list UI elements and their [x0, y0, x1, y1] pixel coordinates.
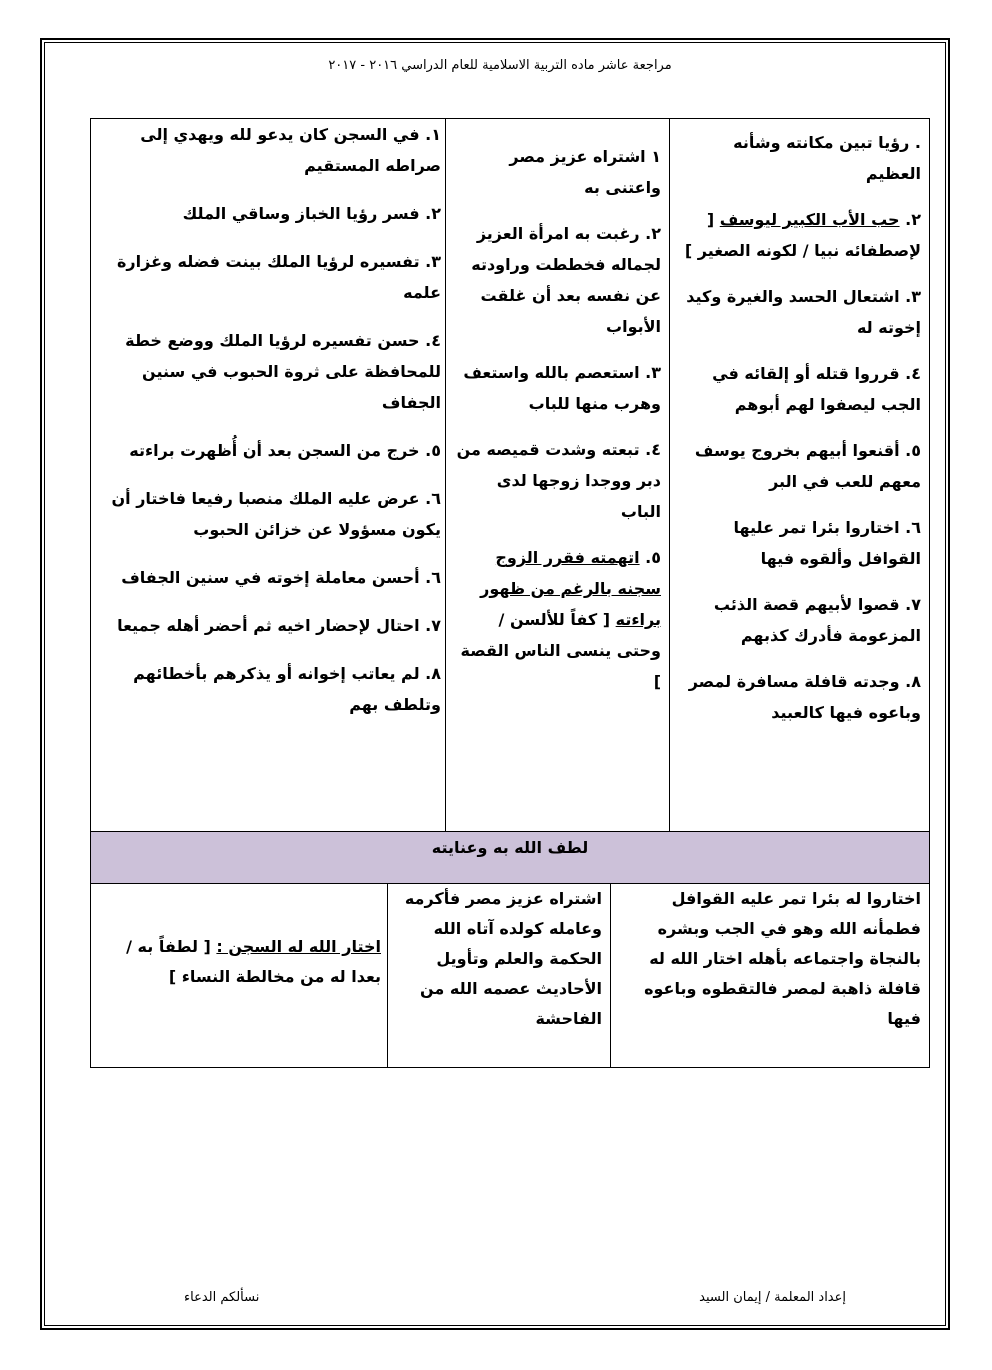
list-item: ٢. رغبت به امرأة العزيز لجماله فخططت وراودته عن نفسه بعد أن غلقت الأبواب	[471, 224, 661, 336]
summary-rest: [ لطفاً به / بعدا له من مخالطة النساء ]	[126, 937, 381, 986]
list-item: ٤. تبعته وشدت قميصه من دبر ووجدا زوجها لدى الباب	[456, 440, 661, 521]
footer-prepared-by: إعداد المعلمة / إيمان السيد	[699, 1290, 846, 1305]
item-rest: [ لإصطفائه نبيا / لكونه الصغير ]	[684, 210, 921, 260]
item-prefix: ٢.	[899, 210, 921, 229]
list-item: ٤. قرروا قتله أو إلقائه في الجب ليصفوا لهم أبوهم	[712, 364, 921, 414]
list-item: ٨. لم يعاتب إخوانه أو يذكرهم بأخطائهم وتلطف بهم	[133, 664, 441, 714]
column-right	[670, 119, 929, 831]
list-item: ٢. فسر رؤيا الخباز وساقي الملك	[182, 204, 441, 223]
list-item: ٣. تفسيره لرؤيا الملك بينت فضله وغزارة علمه	[116, 252, 441, 302]
list-item: ٦. اختاروا بئرا تمر عليها القوافل وألقوه فيها	[733, 518, 921, 568]
list-item	[676, 204, 921, 266]
list-item	[452, 542, 661, 697]
footer-request: نسألكم الدعاء	[184, 1290, 260, 1305]
list-item: . رؤيا تبين مكانته وشأنه العظيم	[733, 133, 921, 183]
section-band-title: لطف الله به وعنايته	[90, 832, 930, 884]
list-item: ٦. أحسن معاملة إخوته في سنين الجفاف	[121, 568, 441, 587]
list-item: ١ اشتراه عزيز مصر واعتنى به	[509, 147, 661, 197]
summary-cell-left	[91, 884, 389, 1067]
list-item: ١. في السجن كان يدعو لله ويهدي إلى صراطه المستقيم	[140, 125, 441, 175]
list-item: ٦. عرض عليه الملك منصبا رفيعا فاختار أن يكون مسؤولا عن خزائن الحبوب	[111, 489, 441, 539]
list-item: ٤. حسن تفسيره لرؤيا الملك ووضع خطة للمحافظة على ثروة الحبوب في سنين الجفاف	[125, 331, 441, 412]
underlined-text: اتهمته فقرر الزوج سجنه بالرغم من ظهور براءته	[480, 548, 661, 629]
underlined-text: حب الأب الكبير ليوسف	[719, 210, 900, 229]
summary-table	[90, 883, 930, 1068]
list-item: ٥. خرج من السجن بعد أن أُظهرت براءته	[129, 441, 441, 460]
list-item: ٣. استعصم بالله واستعف وهرب منها للباب	[463, 363, 661, 413]
summary-cell-right: اختاروا له بئرا تمر عليه القوافل فطمأنه الله وهو في الجب وبشره بالنجاة واجتماعه بأهله اختار الله له قافلة ذاهبة لمصر فالتقطوه وباعوه فيها	[644, 889, 921, 1028]
column-middle	[445, 119, 670, 831]
page-header: مراجعة عاشر ماده التربية الاسلامية للعام الدراسي ٢٠١٦ - ٢٠١٧	[328, 58, 672, 73]
list-item: ٣. اشتعال الحسد والغيرة وكيد إخوته له	[686, 287, 921, 337]
list-item: ٧. قصوا لأبيهم قصة الذئب المزعومة فأدرك كذبهم	[713, 595, 921, 645]
review-table	[90, 118, 930, 832]
summary-cell-middle: اشتراه عزيز مصر فأكرمه وعامله كولده آتاه الله الحكمة والعلم وتأويل الأحاديث عصمه الله من الفاحشة	[387, 884, 611, 1067]
list-item: ٨. وجدته قافلة مسافرة لمصر وباعوه فيها كالعبيد	[688, 672, 921, 722]
underlined-text: اختار الله له السجن :	[216, 937, 381, 956]
item-rest: [ كفاً للألسن / وحتى ينسى الناس القصة ]	[460, 610, 661, 691]
item-prefix: ٥.	[639, 548, 661, 567]
column-left	[91, 119, 447, 831]
list-item: ٧. احتال لإحضار اخيه ثم أحضر أهله جميعا	[117, 616, 441, 635]
list-item: ٥. أقنعوا أبيهم بخروج يوسف معهم للعب في البر	[694, 441, 921, 491]
